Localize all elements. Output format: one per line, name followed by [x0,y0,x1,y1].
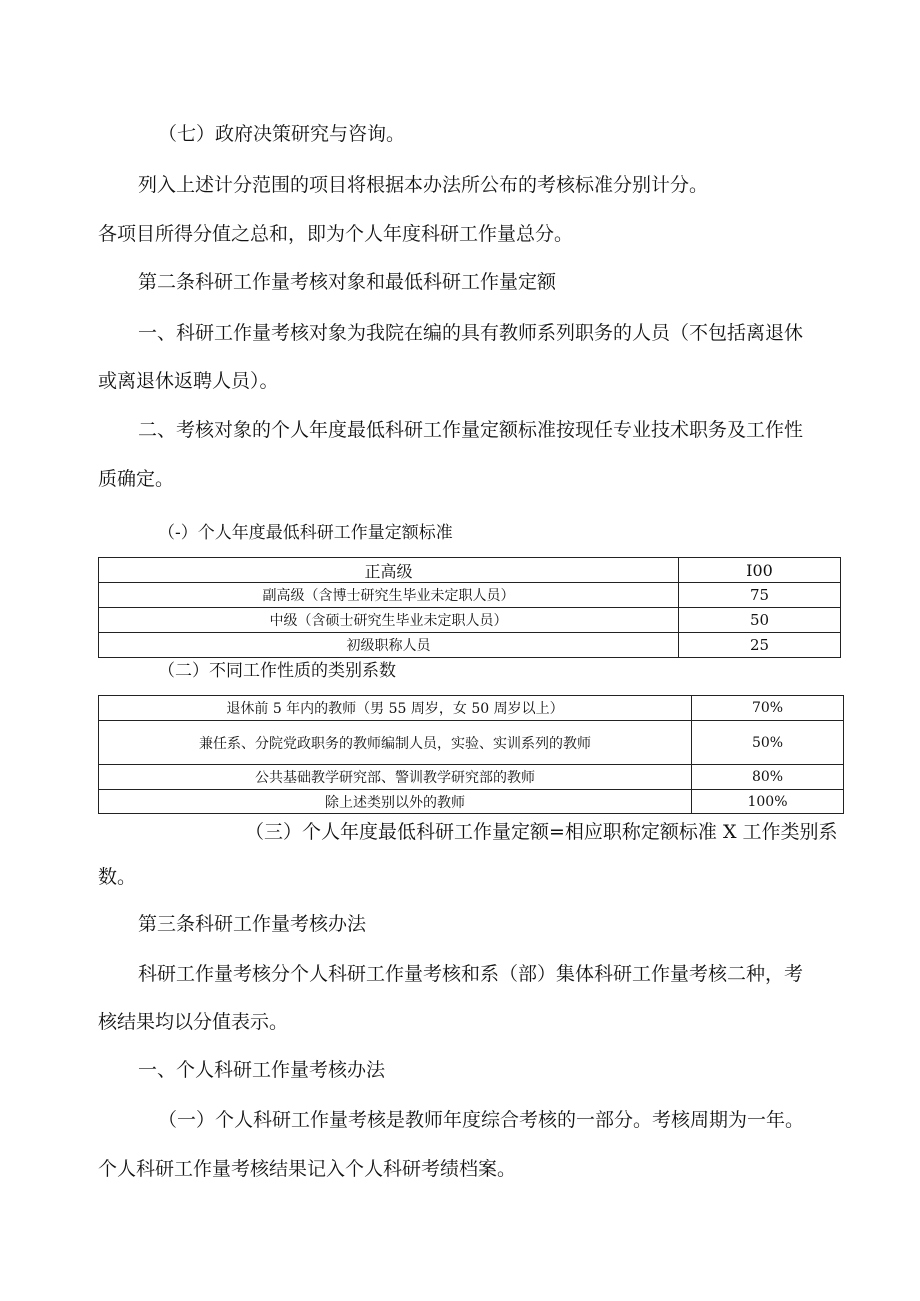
paragraph-total-score: 各项目所得分值之总和，即为个人年度科研工作量总分。 [98,223,574,245]
paragraph-assessment-method-line1: 科研工作量考核分个人科研工作量考核和系（部）集体科研工作量考核二种，考 [138,963,804,985]
category-coefficient-table [98,695,844,814]
table-row [99,721,844,765]
table-row [99,765,844,790]
paragraph-assessment-method-line2: 核结果均以分值表示。 [98,1011,289,1033]
table-row [99,608,841,633]
table-cell-category: 公共基础教学研究部、警训教学研究部的教师 [99,765,692,790]
table-row [99,633,841,658]
table1-caption: （-）个人年度最低科研工作量定额标准 [158,523,453,543]
table-cell-coefficient: 70% [692,696,844,721]
quota-standard-table [98,557,841,658]
table-cell-value: 75 [679,583,841,608]
table-cell-title: 正高级 [99,558,679,583]
paragraph-quota-formula-line1: （三）个人年度最低科研工作量定额=相应职称定额标准 X 工作类别系 [245,821,838,843]
table-cell-category: 兼任系、分院党政职务的教师编制人员，实验、实训系列的教师 [99,721,692,765]
table-cell-category: 退休前 5 年内的教师（男 55 周岁，女 50 周岁以上） [99,696,692,721]
paragraph-individual-assessment-line1: （一）个人科研工作量考核是教师年度综合考核的一部分。考核周期为一年。 [158,1109,805,1131]
paragraph-quota-standard-line1: 二、考核对象的个人年度最低科研工作量定额标准按现任专业技术职务及工作性 [138,419,804,441]
table-cell-coefficient: 50% [692,721,844,765]
table-cell-title: 中级（含硕士研究生毕业未定职人员） [99,608,679,633]
table-cell-value: I00 [679,558,841,583]
article-2-heading: 第二条科研工作量考核对象和最低科研工作量定额 [138,271,557,293]
table-cell-title: 初级职称人员 [99,633,679,658]
paragraph-scoring-scope: 列入上述计分范围的项目将根据本办法所公布的考核标准分别计分。 [138,174,709,196]
paragraph-quota-formula-line2: 数。 [98,866,137,888]
table-cell-value: 50 [679,608,841,633]
article-3-heading: 第三条科研工作量考核办法 [138,913,367,935]
table-row [99,583,841,608]
table-cell-coefficient: 80% [692,765,844,790]
paragraph-assessment-target-line2: 或离退休返聘人员）。 [98,370,279,392]
table-cell-category: 除上述类别以外的教师 [99,790,692,814]
table-row [99,790,844,814]
paragraph-quota-standard-line2: 质确定。 [98,468,175,490]
paragraph-assessment-target-line1: 一、科研工作量考核对象为我院在编的具有教师系列职务的人员（不包括离退休 [138,322,804,344]
paragraph-item-7: （七）政府决策研究与咨询。 [158,123,406,145]
table2-caption: （二）不同工作性质的类别系数 [158,661,396,681]
table-cell-coefficient: 100% [692,790,844,814]
table-row [99,696,844,721]
table-row [99,558,841,583]
section-individual-heading: 一、个人科研工作量考核办法 [138,1059,386,1081]
table-cell-title: 副高级（含博士研究生毕业未定职人员） [99,583,679,608]
table-cell-value: 25 [679,633,841,658]
paragraph-individual-assessment-line2: 个人科研工作量考核结果记入个人科研考绩档案。 [98,1158,517,1180]
